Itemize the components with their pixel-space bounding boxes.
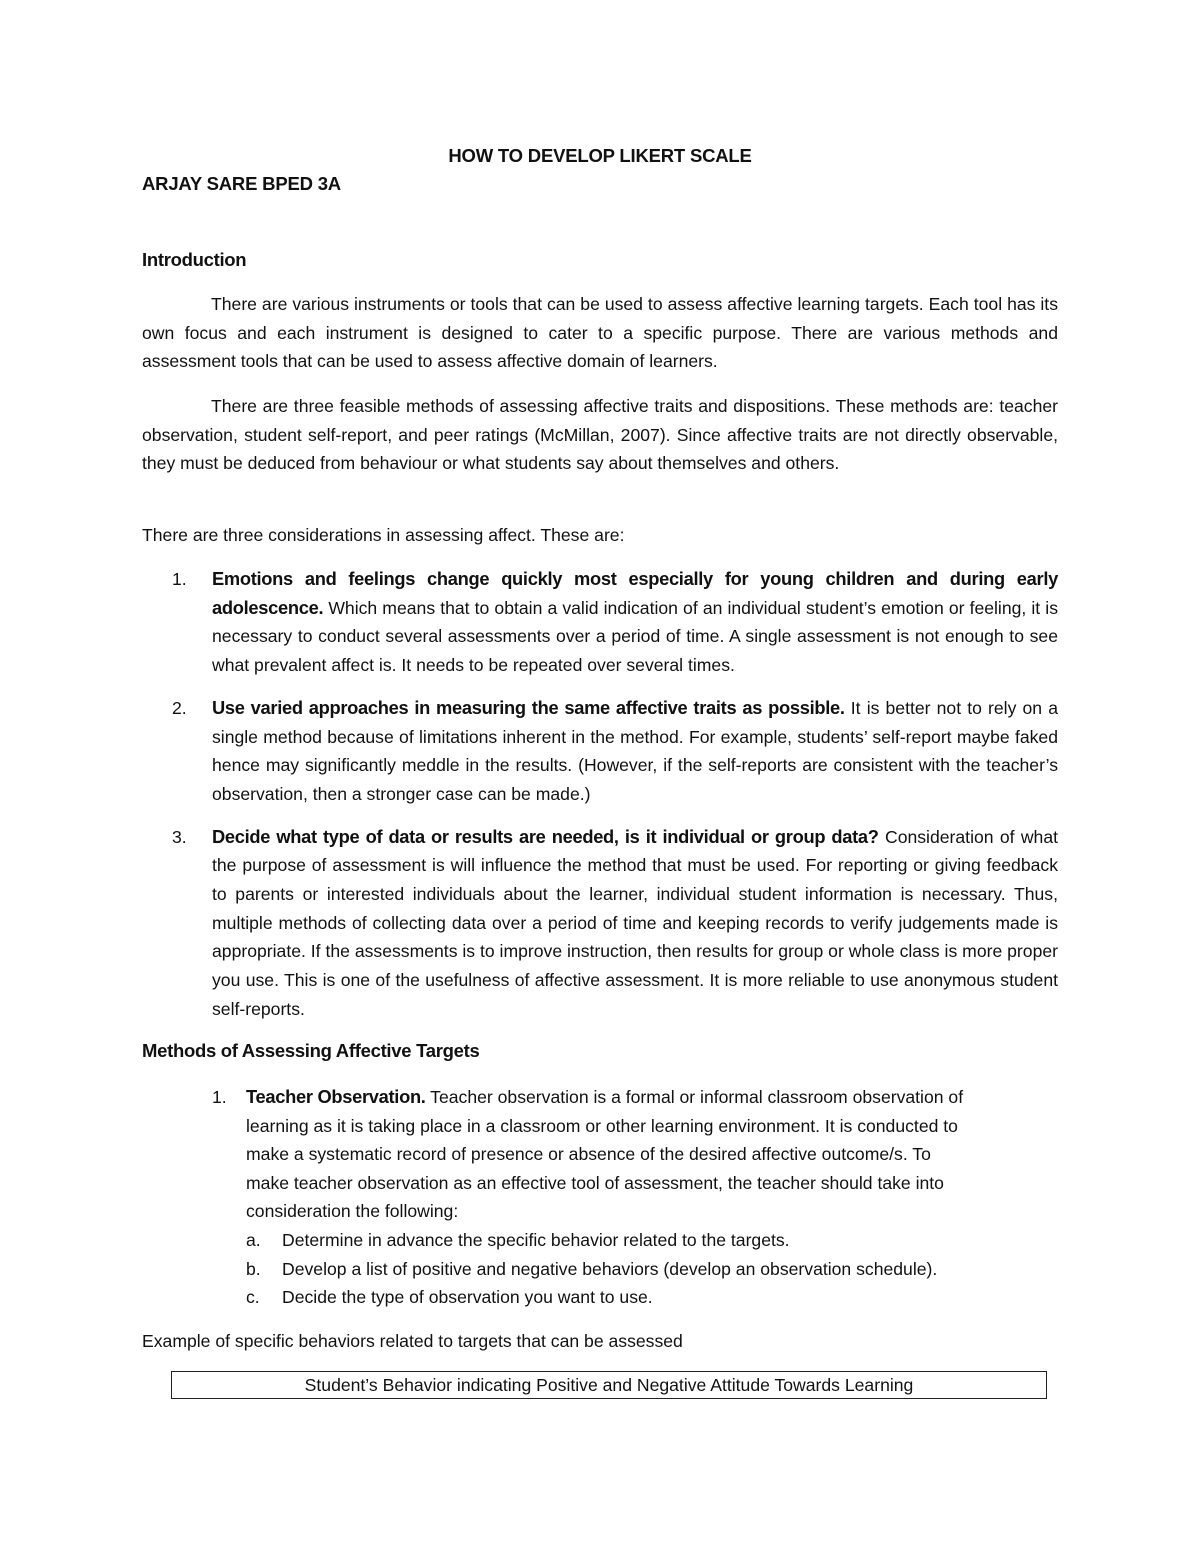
- intro-paragraph-1: There are various instruments or tools that can be used to assess affective learning targets. Each tool has its own focus and each instrument is designed to cater to a specific purpose. There are various methods and assessment tools that can be used to assess affective domain of learners.: [142, 294, 1058, 372]
- intro-paragraph-2: There are three feasible methods of assessing affective traits and dispositions. These methods are: teacher observation, student self-report, and peer ratings (McMillan, 2007). Since affective traits are not directly observable, they must be deduced from behaviour or what students say about themselves and others.: [142, 396, 1058, 474]
- list-item-text: Consideration of what the purpose of assessment is will influence the method that must be used. For reporting or giving feedback to parents or interested individuals about the learner, individual student information is necessary. Thus, multiple methods of collecting data over a period of time and keeping records to verify judgements made is appropriate. If the assessments is to improve instruction, then results for group or whole class is more proper you use. This is one of the usefulness of affective assessment. It is more reliable to use anonymous student self-reports.: [212, 826, 1059, 1019]
- list-number: 1.: [212, 1087, 227, 1107]
- sub-list-item: [246, 1283, 1058, 1312]
- list-item-text: It is better not to rely on a single method because of limitations inherent in the method. For example, students’ self-report maybe faked hence may significantly meddle in the results. (However, if the self-reports are consistent with the teacher’s observation, then a stronger case can be made.): [212, 697, 1058, 804]
- author-line: ARJAY SARE BPED 3A: [142, 173, 341, 194]
- list-item-bold: Decide what type of data or results are needed, is it individual or group data?: [212, 825, 879, 847]
- sub-list-text: Decide the type of observation you want to use.: [282, 1287, 653, 1308]
- table-header-cell: Student’s Behavior indicating Positive and Negative Attitude Towards Learning: [171, 1371, 1047, 1399]
- method-line: make teacher observation as an effective tool of assessment, the teacher should take into: [246, 1172, 944, 1193]
- method-line: consideration the following:: [246, 1201, 459, 1222]
- methods-heading: Methods of Assessing Affective Targets: [142, 1040, 480, 1061]
- list-item: [142, 823, 1058, 1024]
- method-line: learning as it is taking place in a classroom or other learning environment. It is conducted to: [246, 1115, 958, 1136]
- list-item-text: Which means that to obtain a valid indication of an individual student’s emotion or feeling, it is necessary to conduct several assessments over a period of time. A single assessment is not enough to see what prevalent affect is. It needs to be repeated over several times.: [212, 597, 1058, 676]
- sub-list-item: [246, 1255, 1058, 1284]
- list-item-bold: Use varied approaches in measuring the same affective traits as possible.: [212, 696, 845, 718]
- sub-list-letter: b.: [246, 1258, 261, 1279]
- sub-list-item: [246, 1226, 1058, 1255]
- sub-list-letter: a.: [246, 1229, 261, 1250]
- sub-list: [246, 1226, 1058, 1312]
- introduction-heading: Introduction: [142, 249, 247, 270]
- sub-list-text: Develop a list of positive and negative behaviors (develop an observation schedule).: [282, 1258, 938, 1279]
- method-line: make a systematic record of presence or absence of the desired affective outcome/s. To: [246, 1144, 931, 1165]
- methods-list: [142, 1083, 1058, 1312]
- list-number: 1.: [172, 569, 187, 589]
- list-number: 3.: [172, 826, 187, 847]
- sub-list-letter: c.: [246, 1287, 260, 1308]
- method-line: [246, 1083, 1058, 1112]
- list-item-bold: Teacher Observation.: [246, 1086, 426, 1107]
- list-item: [142, 565, 1058, 680]
- list-item: [142, 694, 1058, 809]
- method-text: Teacher observation is a formal or informal classroom observation of: [425, 1087, 964, 1107]
- sub-list-text: Determine in advance the specific behavior related to the targets.: [282, 1229, 790, 1250]
- list-item: [142, 1083, 1058, 1312]
- list-number: 2.: [172, 697, 187, 718]
- list-item-bold: Emotions and feelings change quickly most especially for young children and during early adolescence.: [212, 568, 1058, 618]
- considerations-list: [142, 565, 1058, 1038]
- example-line: Example of specific behaviors related to targets that can be assessed: [142, 1331, 683, 1351]
- document-title: HOW TO DEVELOP LIKERT SCALE: [448, 145, 752, 166]
- considerations-lead: There are three considerations in assessing affect. These are:: [142, 525, 625, 545]
